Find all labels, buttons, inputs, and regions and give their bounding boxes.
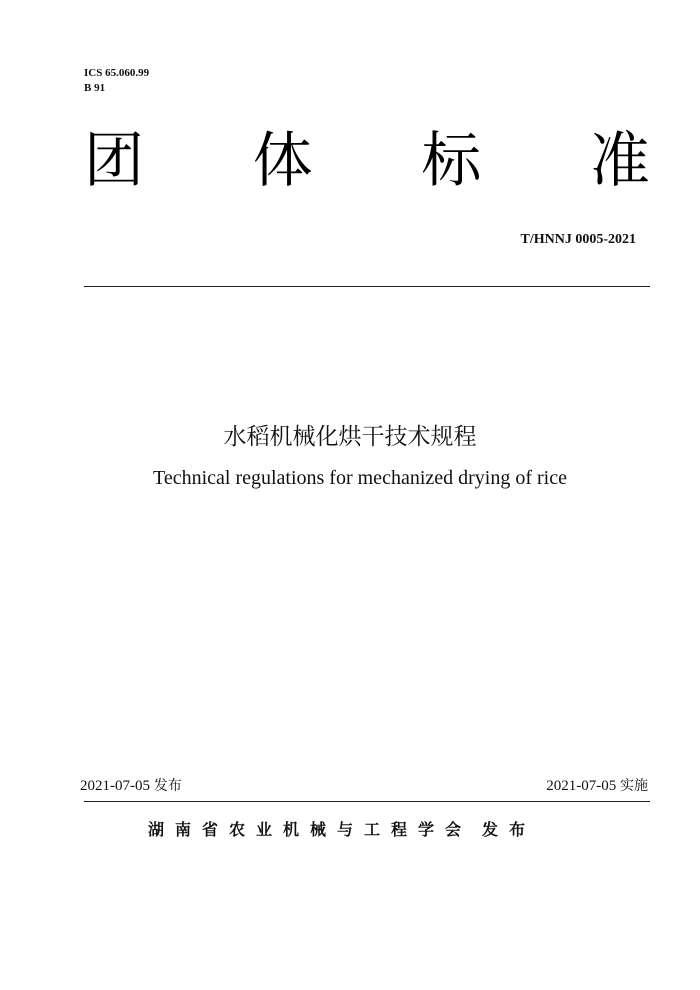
implement-label: 实施 — [620, 778, 648, 794]
heading-char-1: 团 — [84, 126, 144, 196]
group-standard-heading — [84, 128, 650, 194]
standard-number: T/HNNJ 0005-2021 — [520, 232, 636, 247]
document-title-english: Technical regulations for mechanized drying of rice — [153, 467, 567, 489]
publisher-line — [148, 817, 536, 840]
ics-code: ICS 65.060.99 — [84, 67, 150, 79]
document-title-chinese: 水稻机械化烘干技术规程 — [223, 424, 477, 450]
heading-char-3: 标 — [421, 126, 482, 196]
issue-date: 2021-07-05 — [80, 778, 150, 794]
implement-date: 2021-07-05 — [546, 778, 617, 794]
top-divider — [84, 286, 650, 287]
classification-codes — [84, 66, 149, 96]
heading-char-2: 体 — [252, 126, 313, 196]
bottom-divider — [84, 801, 650, 802]
publisher-action: 发布 — [482, 820, 537, 839]
issue-date-block — [80, 775, 182, 795]
implement-date-block — [546, 775, 648, 795]
ccs-code: B 91 — [84, 82, 106, 94]
heading-char-4: 准 — [589, 126, 650, 196]
publisher-name: 湖南省农业机械与工程学会 — [148, 820, 473, 839]
issue-label: 发布 — [153, 778, 182, 794]
